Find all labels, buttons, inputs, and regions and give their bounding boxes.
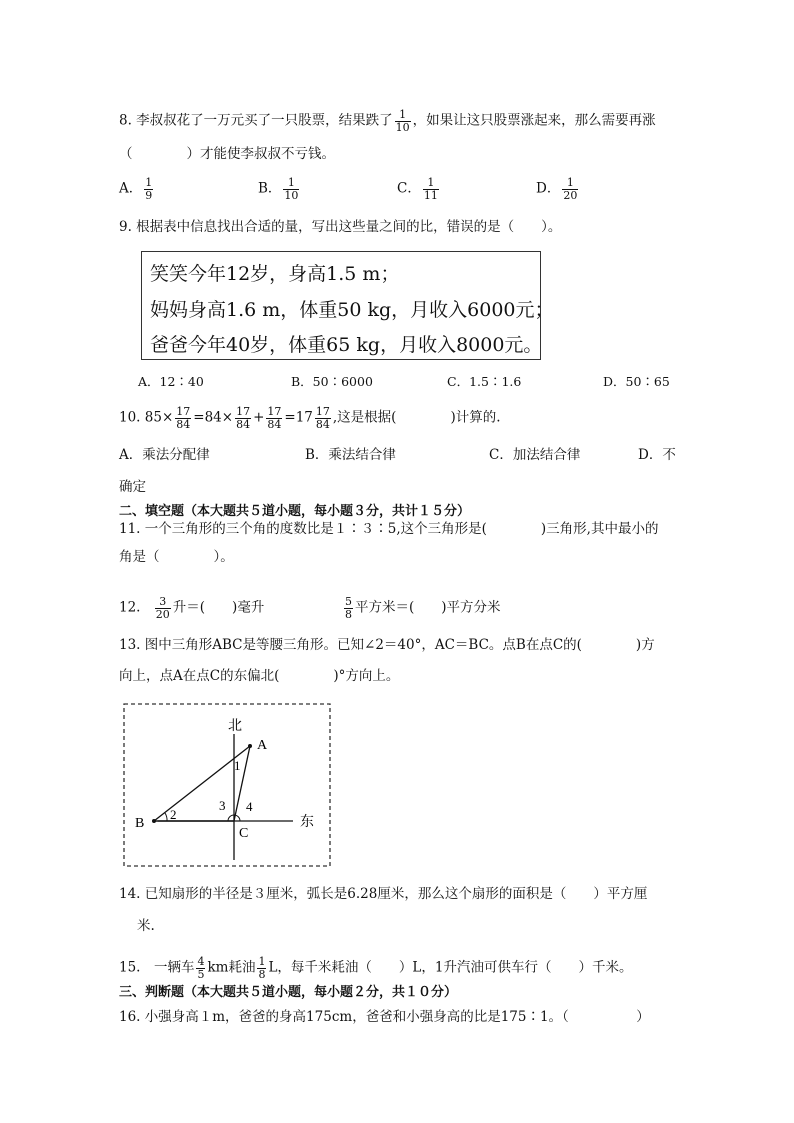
frac-den: 5 [197,967,205,981]
q9-option-c[interactable]: C．1.5∶1.6 [447,374,522,389]
frac-den: 84 [267,417,282,431]
frac-den: 10 [284,188,299,202]
frac-num: 1 [283,177,299,190]
q11-line1: 11. 一个三角形的三个角的度数比是１∶３∶5,这个三角形是( )三角形,其中最小的 [119,521,659,537]
fraction [257,956,266,980]
q15-text: 15. 一辆车 [119,959,195,976]
q11-line2: 角是（ ）。 [119,549,234,565]
q9-option-b[interactable]: B．50∶6000 [291,374,373,389]
angle-3-label: 3 [219,798,226,813]
q8-option-a[interactable] [119,177,155,201]
east-label: 东 [300,814,314,830]
fraction [315,406,331,430]
angle-2-label: 2 [170,807,177,822]
label-a: A [257,738,268,753]
option-label: A． [119,180,143,197]
q10-option-d[interactable]: D．不 [638,447,676,463]
option-fraction [423,177,439,201]
triangle-diagram [123,703,331,867]
q10-option-c[interactable]: C．加法结合律 [489,447,581,463]
q12-part-1: 升＝( )毫升 [172,599,265,616]
frac-num: 4 [197,955,205,968]
option-label: B． [258,180,282,197]
angle-arc-b [165,813,167,821]
option-fraction [562,177,578,201]
frac-den: 84 [176,417,191,431]
q8-text-a: 8. 李叔叔花了一万元买了一只股票，结果跌了 [119,112,393,129]
frac-den: 8 [258,967,266,981]
q15-text: L，每千米耗油（ ）L，1升汽油可供车行（ ）千米。 [268,959,633,976]
angle-4-label: 4 [246,799,253,814]
q13-line2: 向上，点A在点C的东偏北( )°方向上。 [119,668,400,684]
q9-option-a[interactable]: A．12∶40 [138,374,204,389]
option-label: D． [536,180,561,197]
frac-num: 1 [258,955,266,968]
frac-num: 5 [345,595,352,608]
fraction [266,406,282,430]
frac-den: 9 [145,188,153,202]
q12-line [119,596,264,620]
angle-1-label: 1 [234,758,241,773]
frac-den: 10 [395,120,410,134]
frac-num: 1 [562,177,578,190]
frac-num: 17 [315,405,330,418]
info-line-2: 妈妈身高1.6 m，体重50 kg，月收入6000元； [150,299,554,321]
frac-num: 1 [395,109,411,122]
q10-text: ,这是根据( )计算的. [332,409,501,426]
option-fraction [144,177,153,201]
q9-option-d[interactable]: D．50∶65 [603,374,670,389]
q13-line1: 13. 图中三角形ABC是等腰三角形。已知∠2＝40°，AC＝BC。点B在点C的( )方 [119,637,655,653]
frac-den: 8 [345,607,352,621]
q8-fraction [395,109,411,133]
q10-text: 10. 85× [119,409,174,426]
option-fraction [283,177,299,201]
q10-text: =84× [193,409,234,426]
dashed-border [124,704,330,866]
info-line-3: 爸爸今年40岁，体重65 kg，月收入8000元。 [150,334,543,356]
q10-text: + [253,409,265,426]
frac-num: 17 [236,405,251,418]
point-a [248,744,252,748]
fraction [196,956,205,980]
q8-option-d[interactable] [536,177,580,201]
q9-info-box [141,251,554,360]
q10-option-b[interactable]: B．乘法结合律 [305,447,396,463]
q15-line [119,956,633,980]
q10-option-a[interactable]: A．乘法分配律 [119,447,210,463]
frac-den: 11 [423,188,438,202]
fraction [344,596,353,620]
fraction [175,406,191,430]
north-label: 北 [228,718,242,734]
frac-num: 1 [145,176,153,189]
q16-line: 16. 小强身高１m，爸爸的身高175cm，爸爸和小强身高的比是175∶1。（ ） [119,1009,650,1025]
frac-den: 20 [563,188,578,202]
q15-text: km耗油 [207,959,256,976]
point-b [152,819,156,823]
q8-text-b: ，如果让这只股票涨起来，那么需要再涨 [412,112,656,129]
q14-line1: 14. 已知扇形的半径是３厘米，弧长是6.28厘米，那么这个扇形的面积是（ ）平方厘 [119,886,648,902]
fraction [155,596,171,620]
label-b: B [135,816,145,831]
q8-option-b[interactable] [258,177,301,201]
q14-line2: 米. [137,918,155,934]
q12-part-2: 平方米＝( )平方分米 [355,599,501,616]
frac-den: 84 [315,417,330,431]
q9-stem: 9. 根据表中信息找出合适的量，写出这些量之间的比，错误的是（ ）。 [119,219,562,235]
label-c: C [239,826,249,841]
frac-num: 17 [267,405,282,418]
q8-line1 [119,109,656,133]
frac-den: 20 [155,607,170,621]
frac-den: 84 [236,417,251,431]
q10-text: =17 [284,409,313,426]
info-line-1: 笑笑今年12岁，身高1.5 m； [150,263,400,285]
frac-num: 17 [176,405,191,418]
section-3-heading: 三、判断题（本大题共５道小题，每小题２分，共１０分） [119,985,458,1000]
frac-num: 3 [155,596,171,609]
frac-num: 1 [423,177,439,190]
q8-line2: （ ）才能使李叔叔不亏钱。 [119,146,335,162]
q10-option-d-wrap: 确定 [119,479,146,495]
section-2-heading: 二、填空题（本大题共５道小题，每小题３分，共计１５分） [119,504,471,519]
q12-line-b [342,596,501,620]
q8-option-c[interactable] [397,177,441,201]
fraction [235,406,251,430]
q12-number: 12. [119,599,141,616]
q10-line [119,406,501,430]
option-label: C． [397,180,421,197]
